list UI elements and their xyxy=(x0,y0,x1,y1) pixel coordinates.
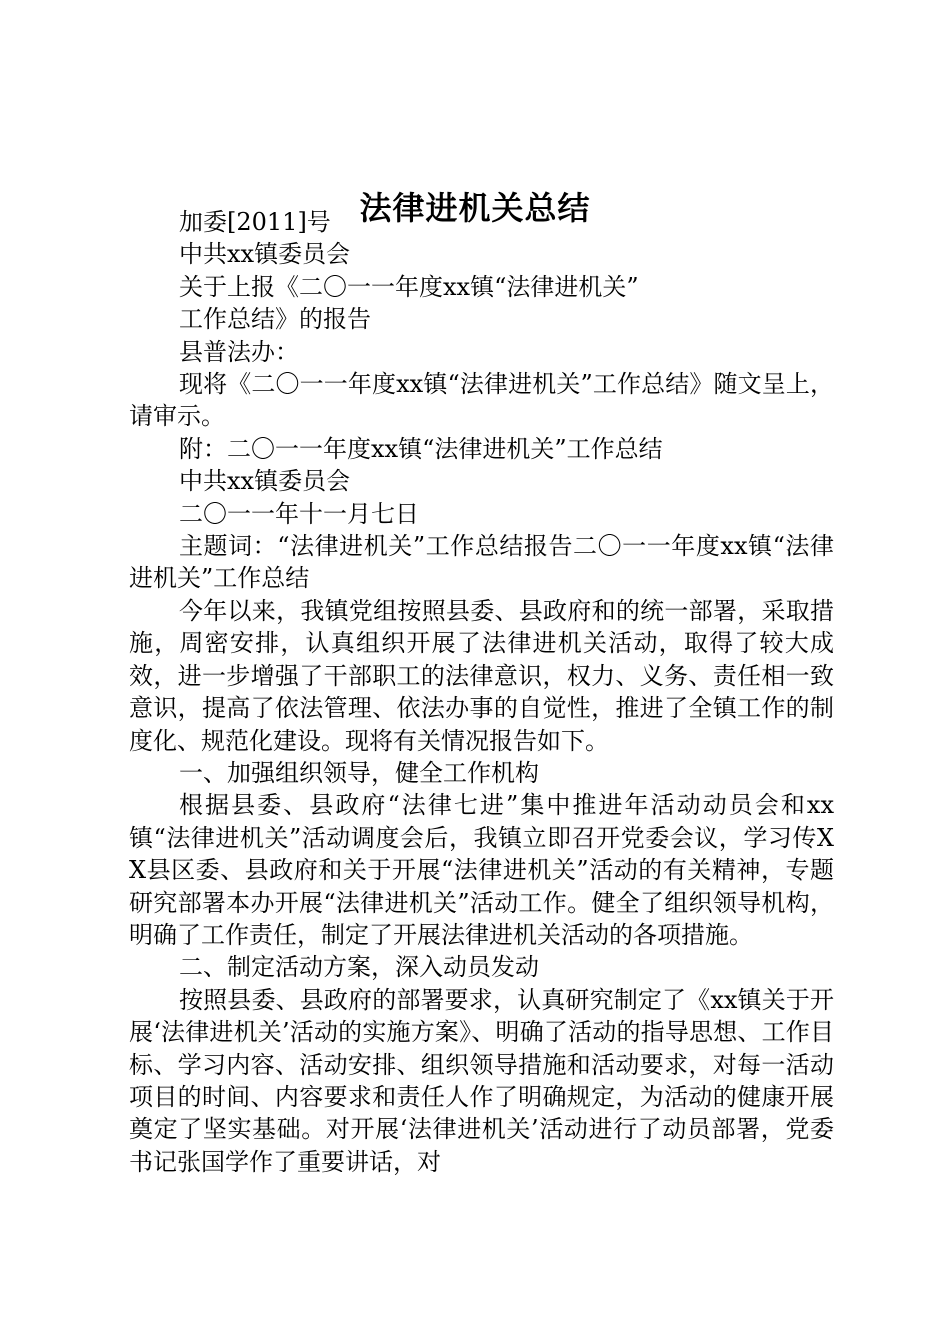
report-subject-line-1: 关于上报《二〇一一年度xx镇“法律进机关” xyxy=(179,272,639,301)
document-number: 加委[2011]号 xyxy=(179,208,331,236)
section-heading-1: 一、加强组织领导，健全工作机构 xyxy=(179,758,539,787)
section-1-paragraph: 根据县委、县政府“法律七进”集中推进年活动动员会和xx镇“法律进机关”活动调度会后，我镇立即召开党委会议，学习传XX县区委、县政府和关于开展“法律进机关”活动的有关精神，专题研究部署本办开展“法律进机关”活动工作。健全了组织领导机构，明确了工作责任，制定了开展法律进机关活动的各项措施。 xyxy=(129,791,834,949)
signature-date: 二〇一一年十一月七日 xyxy=(179,499,419,528)
document-title: 法律进机关总结 xyxy=(359,189,591,227)
recipient-line: 县普法办： xyxy=(179,337,299,366)
issuer-line: 中共xx镇委员会 xyxy=(179,240,351,269)
intro-paragraph: 今年以来，我镇党组按照县委、县政府和的统一部署，采取措施，周密安排，认真组织开展了法律进机关活动，取得了较大成效，进一步增强了干部职工的法律意识，权力、义务、责任相一致意识，提高了依法管理、依法办事的自觉性，推进了全镇工作的制度化、规范化建设。现将有关情况报告如下。 xyxy=(129,596,834,755)
section-heading-2: 二、制定活动方案，深入动员发动 xyxy=(179,953,539,982)
keywords-paragraph: 主题词：“法律进机关”工作总结报告二〇一一年度xx镇“法律进机关”工作总结 xyxy=(129,532,834,593)
signature-issuer: 中共xx镇委员会 xyxy=(179,467,351,496)
report-subject-line-2: 工作总结》的报告 xyxy=(179,305,371,334)
section-2-paragraph: 按照县委、县政府的部署要求，认真研究制定了《xx镇关于开展‘法律进机关’活动的实施方案》、明确了活动的指导思想、工作目标、学习内容、活动安排、组织领导措施和活动要求，对每一活动项目的时间、内容要求和责任人作了明确规定，为活动的健康开展奠定了坚实基础。对开展‘法律进机关’活动进行了动员部署，党委书记张国学作了重要讲话，对 xyxy=(129,985,834,1176)
document-body xyxy=(129,206,834,1178)
attachment-line: 附：二〇一一年度xx镇“法律进机关”工作总结 xyxy=(179,434,663,463)
submission-paragraph: 现将《二〇一一年度xx镇“法律进机关”工作总结》随文呈上，请审示。 xyxy=(129,370,834,431)
